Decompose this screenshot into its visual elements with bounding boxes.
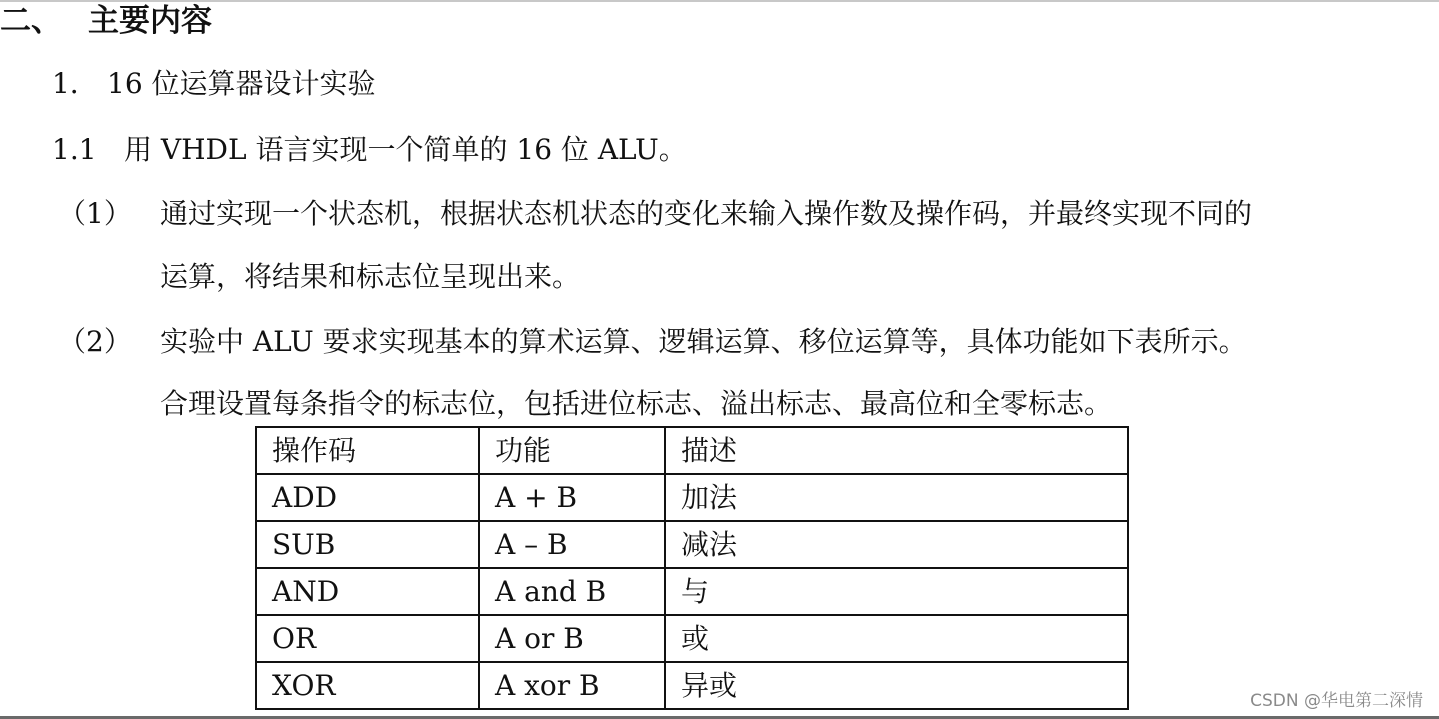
subsection-number: 1． (52, 67, 98, 100)
table-cell-description: 减法 (665, 521, 1128, 568)
subsubsection-number: 1.1 (52, 133, 97, 166)
table-header-description: 描述 (665, 427, 1128, 474)
table-header-function: 功能 (479, 427, 665, 474)
item-1-line-2: 运算，将结果和标志位呈现出来。 (160, 260, 581, 293)
table-cell-function: A – B (479, 521, 665, 568)
subsubsection-title: 用 VHDL 语言实现一个简单的 16 位 ALU。 (124, 133, 687, 166)
opcode-table (255, 426, 1129, 710)
table-cell-opcode: OR (256, 615, 479, 662)
table-cell-description: 与 (665, 568, 1128, 615)
section-number: 二、 (0, 3, 62, 39)
subsection-title: 16 位运算器设计实验 (107, 67, 376, 100)
table-row (256, 662, 1128, 709)
table-row (256, 521, 1128, 568)
table-row (256, 568, 1128, 615)
section-title: 主要内容 (88, 3, 212, 39)
subsubsection-heading (52, 130, 687, 170)
item-2-number: （2） (58, 325, 132, 358)
table-cell-function: A and B (479, 568, 665, 615)
section-heading (0, 0, 212, 42)
top-divider (0, 0, 1439, 2)
table-cell-function: A + B (479, 474, 665, 521)
table-cell-description: 或 (665, 615, 1128, 662)
table-cell-description: 异或 (665, 662, 1128, 709)
table-row (256, 474, 1128, 521)
item-1-number: （1） (58, 197, 132, 230)
item-2-line-2: 合理设置每条指令的标志位，包括进位标志、溢出标志、最高位和全零标志。 (160, 387, 1113, 420)
subsection-heading (52, 64, 376, 104)
table-cell-opcode: XOR (256, 662, 479, 709)
table-header-row (256, 427, 1128, 474)
table-header-opcode: 操作码 (256, 427, 479, 474)
table-cell-description: 加法 (665, 474, 1128, 521)
table-cell-opcode: ADD (256, 474, 479, 521)
item-2-line-1: 实验中 ALU 要求实现基本的算术运算、逻辑运算、移位运算等，具体功能如下表所示。 (160, 325, 1247, 358)
table-cell-opcode: SUB (256, 521, 479, 568)
table-cell-function: A xor B (479, 662, 665, 709)
watermark: CSDN @华电第二深情 (1250, 691, 1423, 711)
table-cell-opcode: AND (256, 568, 479, 615)
item-1-line-1: 通过实现一个状态机，根据状态机状态的变化来输入操作数及操作码，并最终实现不同的 (160, 197, 1253, 230)
table-cell-function: A or B (479, 615, 665, 662)
table-row (256, 615, 1128, 662)
